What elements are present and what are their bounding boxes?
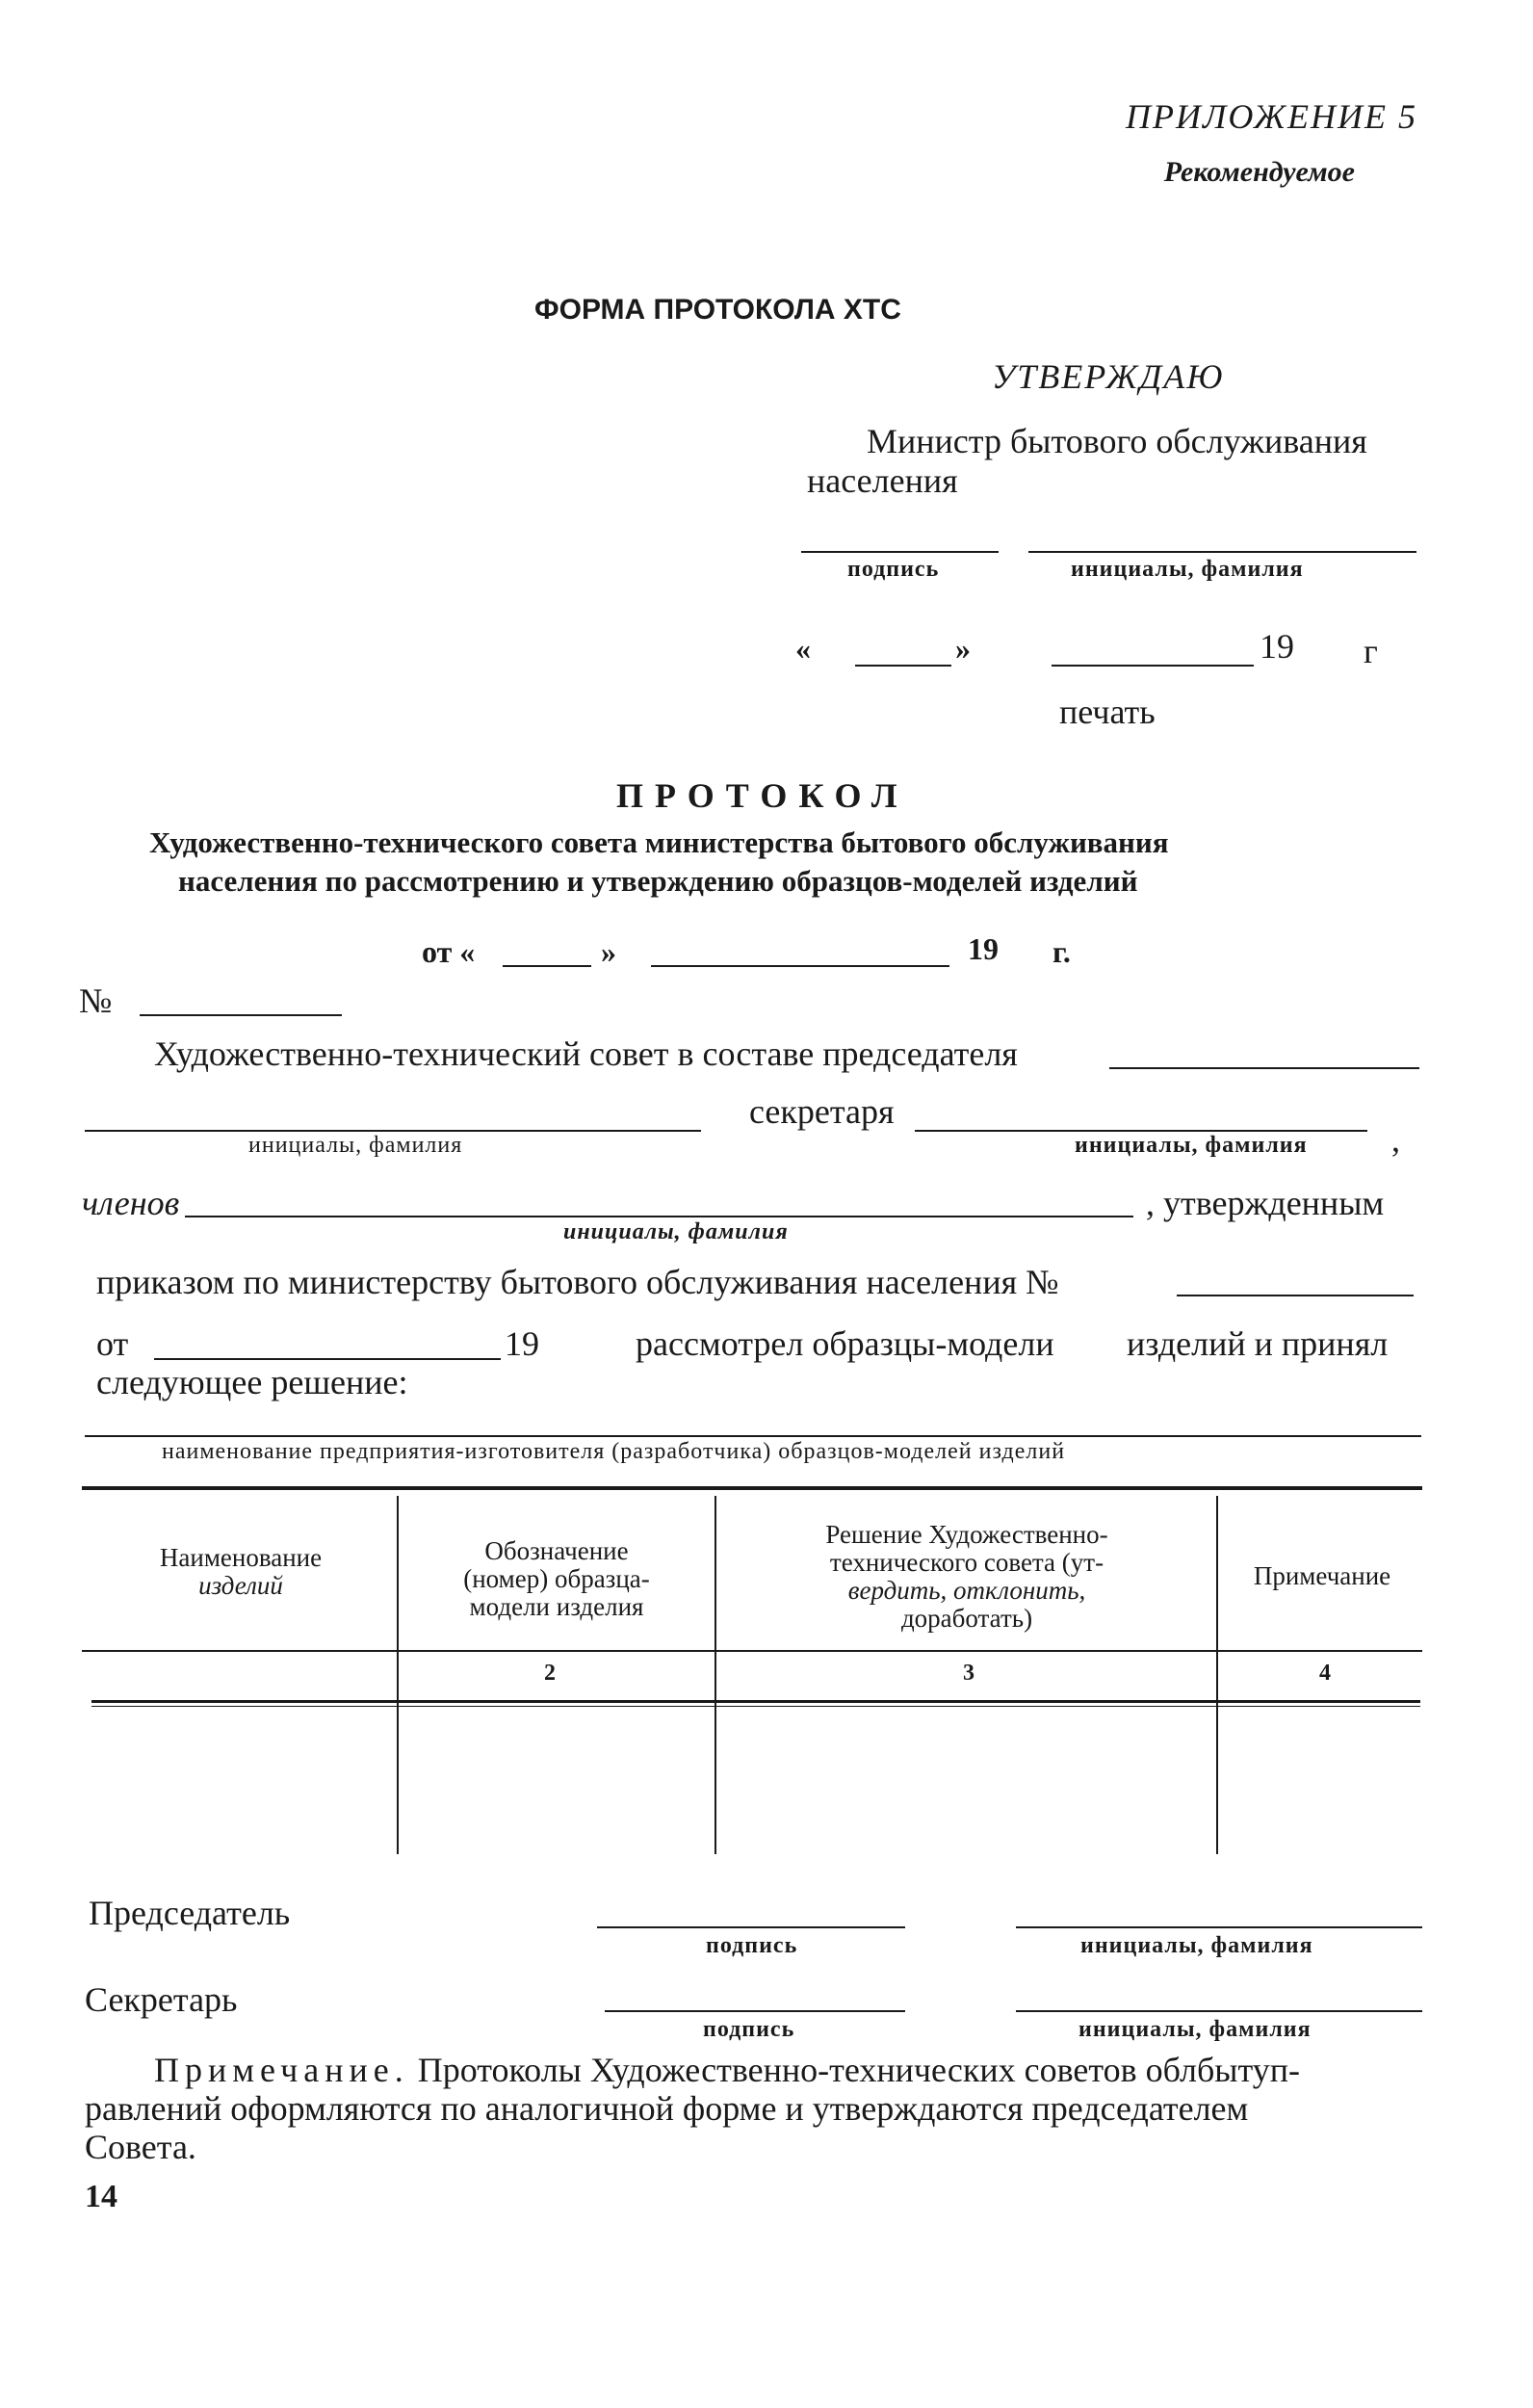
enterprise-name-line[interactable]	[85, 1435, 1421, 1437]
page-number: 14	[85, 2179, 117, 2214]
approved-text: , утвержденным	[1146, 1184, 1385, 1222]
order-date-line[interactable]	[154, 1358, 501, 1360]
approval-name-caption: инициалы, фамилия	[1071, 557, 1304, 582]
header-decision-line1: Решение Художественно-	[825, 1520, 1108, 1549]
header-decision	[720, 1521, 1213, 1633]
appendix-status: Рекомендуемое	[1163, 156, 1355, 188]
accepted-text: изделий и принял	[1127, 1324, 1389, 1363]
enterprise-caption: наименование предприятия-изготовителя (разработчика) образцов-моделей изделий	[162, 1439, 1066, 1464]
header-note: Примечание	[1253, 1561, 1391, 1590]
header-item-name	[91, 1544, 390, 1600]
protocol-year: 19	[968, 931, 999, 966]
approval-position: Министр бытового обслуживания	[867, 422, 1367, 460]
appendix-title: ПРИЛОЖЕНИЕ 5	[1126, 97, 1417, 136]
approval-signature-caption: подпись	[847, 557, 940, 582]
chairman-signature-line[interactable]	[597, 1926, 905, 1928]
members-label: членов	[82, 1184, 180, 1222]
members-names-line[interactable]	[185, 1216, 1133, 1217]
reviewed-text: рассмотрел образцы-модели	[636, 1324, 1054, 1363]
header-item-name-line1: Наименование	[159, 1543, 323, 1572]
approval-day-line[interactable]	[855, 665, 951, 667]
protocol-subtitle: Художественно-технического совета министерства бытового обслуживания	[149, 825, 1169, 859]
chairman-name-line[interactable]	[1109, 1067, 1419, 1069]
order-from-label: от	[96, 1324, 129, 1363]
form-title: ФОРМА ПРОТОКОЛА ХТС	[534, 294, 901, 326]
approval-quote-close: »	[955, 631, 971, 666]
approval-position-line2: населения	[807, 461, 958, 500]
members-caption: инициалы, фамилия	[563, 1219, 789, 1244]
protocol-month-line[interactable]	[651, 965, 949, 967]
column-number-4: 4	[1319, 1661, 1331, 1686]
header-decision-line2: технического совета (ут-	[829, 1548, 1104, 1577]
table-numbers-bottom	[91, 1700, 1420, 1703]
council-composition-text: Художественно-технический совет в составе председателя	[154, 1034, 1018, 1073]
protocol-day-line[interactable]	[503, 965, 591, 967]
secretary-name-line-bottom[interactable]	[1016, 2010, 1422, 2012]
protocol-title: ПРОТОКОЛ	[616, 776, 909, 815]
approval-signature-line[interactable]	[801, 551, 999, 553]
secretary-signature-caption: подпись	[703, 2017, 795, 2042]
chairman-name-line-bottom[interactable]	[1016, 1926, 1422, 1928]
secretary-label: секретаря	[749, 1092, 895, 1131]
column-number-3: 3	[963, 1661, 974, 1686]
header-designation-line3: модели изделия	[469, 1592, 644, 1621]
note-line1	[154, 2050, 1300, 2090]
approval-heading: УТВЕРЖДАЮ	[992, 357, 1225, 396]
table-header-bottom	[82, 1650, 1422, 1652]
table-row[interactable]	[399, 1710, 1419, 1854]
column-number-2: 2	[544, 1661, 556, 1686]
chairman-caption: инициалы, фамилия	[248, 1133, 463, 1158]
secretary-comma: ,	[1391, 1120, 1400, 1159]
approval-year-suffix: г	[1364, 632, 1378, 670]
approval-quote-open: «	[795, 631, 811, 666]
header-designation	[403, 1537, 711, 1621]
protocol-number-label: №	[79, 982, 113, 1020]
table-numbers-bottom-thin	[91, 1706, 1420, 1707]
header-decision-line4: доработать)	[900, 1604, 1033, 1633]
note-label: Примечание.	[154, 2051, 409, 2089]
note-line3: Совета.	[85, 2128, 196, 2166]
decision-text: следующее решение:	[96, 1363, 408, 1401]
protocol-number-line[interactable]	[140, 1014, 342, 1016]
secretary-sign-label: Секретарь	[85, 1980, 238, 2019]
chairman-name-caption: инициалы, фамилия	[1080, 1933, 1313, 1958]
protocol-year-suffix: г.	[1052, 934, 1071, 969]
header-designation-line2: (номер) образца-	[463, 1564, 650, 1593]
secretary-name-caption: инициалы, фамилия	[1078, 2017, 1312, 2042]
order-year: 19	[505, 1324, 539, 1363]
header-decision-line3: вердить, отклонить,	[847, 1576, 1086, 1605]
secretary-caption: инициалы, фамилия	[1075, 1133, 1308, 1158]
order-text: приказом по министерству бытового обслуживания населения №	[96, 1263, 1059, 1301]
protocol-date-close: »	[601, 934, 616, 969]
chairman-label: Председатель	[89, 1894, 291, 1932]
note-line2: равлений оформляются по аналогичной форме и утверждаются председателем	[85, 2089, 1249, 2128]
council-chairman-line[interactable]	[85, 1130, 701, 1132]
protocol-subtitle-line2: населения по рассмотрению и утверждению образцов-моделей изделий	[178, 864, 1138, 898]
approval-name-line[interactable]	[1028, 551, 1416, 553]
table-top-border	[82, 1486, 1422, 1490]
secretary-signature-line[interactable]	[605, 2010, 905, 2012]
approval-year: 19	[1260, 627, 1294, 666]
header-item-name-line2: изделий	[198, 1571, 283, 1600]
chairman-signature-caption: подпись	[706, 1933, 798, 1958]
order-number-line[interactable]	[1177, 1295, 1414, 1296]
approval-stamp: печать	[1059, 693, 1156, 731]
note-text-line1: Протоколы Художественно-технических советов облбытуп-	[417, 2051, 1300, 2089]
secretary-name-line[interactable]	[915, 1130, 1367, 1132]
approval-month-line[interactable]	[1052, 665, 1254, 667]
header-designation-line1: Обозначение	[484, 1536, 629, 1565]
protocol-date-from: от «	[422, 934, 476, 969]
